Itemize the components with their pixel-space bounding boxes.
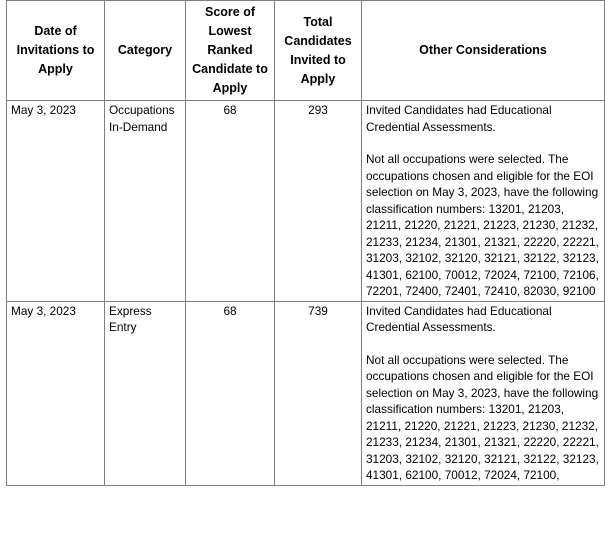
cell-score: 68 [186, 101, 275, 302]
note-occupations: Not all occupations were selected. The occupations chosen and eligible for the EOI selection on May 3, 2023, have the following classification numbers: 13201, 21203, 21211, 21220, 21221, 21223, 21230, 21232, 21233, 21234, 21301, 21321, 22220, 22221, 31203, 32102, 32120, 32121, 32122, 32123, 41301, 62100, 70012, 72024, 72100, [366, 352, 599, 482]
header-other-considerations: Other Considerations [362, 1, 605, 101]
cell-category: Occupations In-Demand [105, 101, 186, 302]
cell-score: 68 [186, 301, 275, 485]
note-spacer [366, 336, 600, 352]
note-spacer [366, 135, 600, 151]
header-category: Category [105, 1, 186, 101]
cell-total: 739 [275, 301, 362, 485]
header-total: Total Candidates Invited to Apply [275, 1, 362, 101]
cell-category: Express Entry [105, 301, 186, 485]
table-row [7, 301, 605, 485]
cell-date: May 3, 2023 [7, 301, 105, 485]
note-ecas: Invited Candidates had Educational Credential Assessments. [366, 303, 552, 334]
eoi-draws-table [6, 0, 605, 486]
table-row [7, 101, 605, 302]
cell-other-considerations [362, 101, 605, 302]
cell-total: 293 [275, 101, 362, 302]
note-occupations: Not all occupations were selected. The occupations chosen and eligible for the EOI selection on May 3, 2023, have the following classification numbers: 13201, 21203, 21211, 21220, 21221, 21223, 21230, 21232, 21233, 21234, 21301, 21321, 22220, 22221, 31203, 32102, 32120, 32121, 32122, 32123, 41301, 62100, 70012, 72024, 72100, 72106, 72201, 72400, 72401, 72410, 82030, 92100 [366, 152, 599, 298]
table-header-row [7, 1, 605, 101]
note-ecas: Invited Candidates had Educational Credential Assessments. [366, 103, 552, 134]
cell-date: May 3, 2023 [7, 101, 105, 302]
cell-other-considerations [362, 301, 605, 485]
header-score: Score of Lowest Ranked Candidate to Apply [186, 1, 275, 101]
header-date: Date of Invitations to Apply [7, 1, 105, 101]
